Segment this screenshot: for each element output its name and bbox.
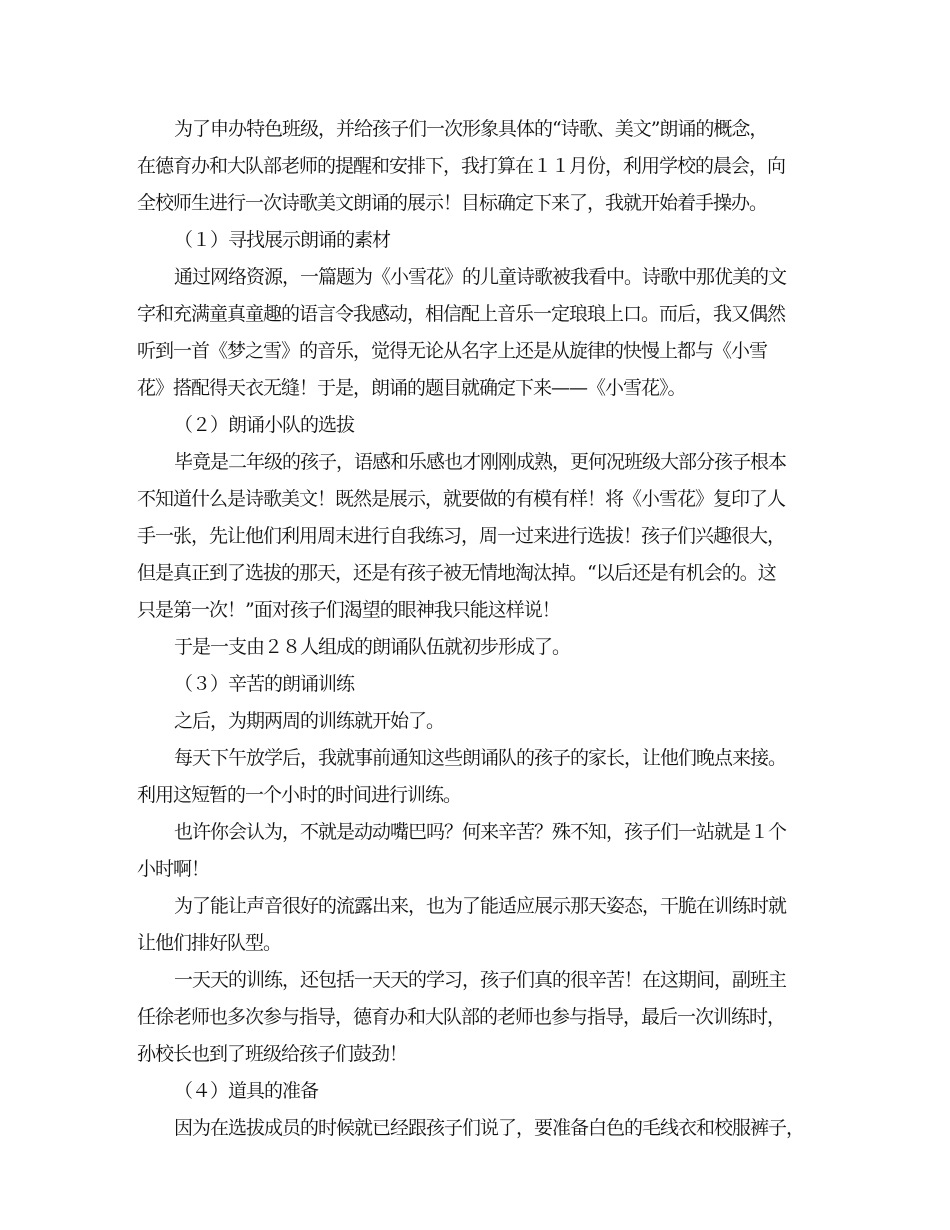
paragraph-line: 但是真正到了选拔的那天，还是有孩子被无情地淘汰掉。“以后还是有机会的。这 [137,562,776,584]
paragraph-line: 通过网络资源，一篇题为《小雪花》的儿童诗歌被我看中。诗歌中那优美的文 [174,266,787,288]
paragraph-line: 不知道什么是诗歌美文！既然是展示，就要做的有模有样！将《小雪花》复印了人 [137,488,786,510]
paragraph-line: 手一张，先让他们利用周末进行自我练习，周一过来进行选拔！孩子们兴趣很大， [137,525,786,547]
paragraph-line: 利用这短暂的一个小时的时间进行训练。 [137,784,462,806]
paragraph-line: 在德育办和大队部老师的提醒和安排下，我打算在１１月份，利用学校的晨会，向 [137,155,786,177]
paragraph-line: 毕竟是二年级的孩子，语感和乐感也才刚刚成熟，更何况班级大部分孩子根本 [174,451,787,473]
paragraph-line: 也许你会认为，不就是动动嘴巴吗？何来辛苦？殊不知，孩子们一站就是１个 [174,821,787,843]
paragraph-line: 只是第一次！”面对孩子们渴望的眼神我只能这样说！ [137,599,560,621]
paragraph-line: 听到一首《梦之雪》的音乐，觉得无论从名字上还是从旋律的快慢上都与《小雪 [137,340,768,362]
paragraph-line: 之后，为期两周的训练就开始了。 [174,710,445,732]
paragraph-line: 一天天的训练，还包括一天天的学习，孩子们真的很辛苦！在这期间，副班主 [174,969,787,991]
section-heading: （３）辛苦的朗诵训练 [174,673,355,695]
paragraph-line: 花》搭配得天衣无缝！于是，朗诵的题目就确定下来——《小雪花》。 [137,377,686,399]
section-heading: （２）朗诵小队的选拔 [174,414,355,436]
paragraph-line: 每天下午放学后，我就事前通知这些朗诵队的孩子的家长，让他们晚点来接。 [174,747,787,769]
paragraph-line: 因为在选拔成员的时候就已经跟孩子们说了，要准备白色的毛线衣和校服裤子， [174,1117,805,1139]
paragraph-line: 孙校长也到了班级给孩子们鼓劲！ [137,1043,408,1065]
paragraph-line: 为了能让声音很好的流露出来，也为了能适应展示那天姿态，干脆在训练时就 [174,895,787,917]
paragraph-line: 小时啊！ [137,858,210,880]
paragraph-line: 让他们排好队型。 [137,932,282,954]
paragraph-line: 于是一支由２８人组成的朗诵队伍就初步形成了。 [174,636,571,658]
paragraph-line: 全校师生进行一次诗歌美文朗诵的展示！目标确定下来了，我就开始着手操办。 [137,192,768,214]
section-heading: （４）道具的准备 [174,1080,319,1102]
paragraph-line: 任徐老师也多次参与指导，德育办和大队部的老师也参与指导，最后一次训练时， [137,1006,786,1028]
section-heading: （１）寻找展示朗诵的素材 [174,229,391,251]
paragraph-line: 字和充满童真童趣的语言令我感动，相信配上音乐一定琅琅上口。而后，我又偶然 [137,303,786,325]
paragraph-line: 为了申办特色班级，并给孩子们一次形象具体的“诗歌、美文”朗诵的概念， [174,118,768,140]
